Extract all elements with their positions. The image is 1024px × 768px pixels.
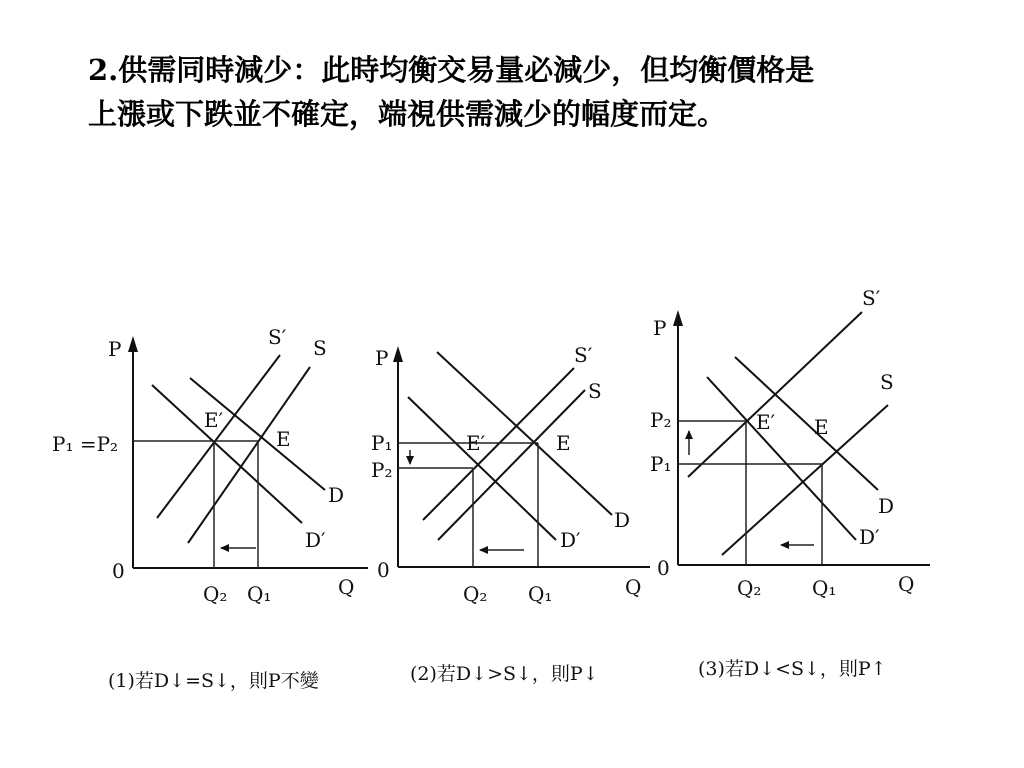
d-prime-label: D′ — [859, 525, 880, 549]
d-label: D — [328, 483, 345, 507]
s-prime-label: S′ — [268, 325, 287, 349]
panel-caption: (1)若D↓=S↓，則P不變 — [108, 670, 319, 692]
q2-label: Q₂ — [737, 576, 762, 600]
p1-label: P₁ — [371, 431, 393, 455]
e-prime-label: E′ — [204, 408, 224, 432]
p-axis-label: P — [375, 346, 389, 370]
p-axis-arrowhead — [393, 346, 403, 362]
d-prime-label: D′ — [560, 528, 581, 552]
e-label: E — [814, 415, 829, 439]
heading-line-2: 上漲或下跌並不確定，端視供需減少的幅度而定。 — [88, 97, 727, 131]
e-label: E — [276, 427, 291, 451]
q-axis-label: Q — [625, 575, 642, 599]
p-axis-arrowhead — [673, 310, 683, 326]
s-prime-label: S′ — [862, 286, 881, 310]
s-label: S — [313, 336, 327, 360]
p-axis-label: P — [108, 337, 122, 361]
s-label: S — [588, 379, 602, 403]
p1-label: P₁ — [650, 452, 672, 476]
q2-label: Q₂ — [463, 582, 488, 606]
s-prime-label: S′ — [574, 343, 593, 367]
q1-label: Q₁ — [528, 582, 553, 606]
e-label: E — [556, 431, 571, 455]
p-axis-arrowhead — [128, 336, 138, 352]
panel-1 — [52, 325, 368, 692]
panel-3 — [650, 286, 930, 680]
heading-line-1: 2.供需同時減少：此時均衡交易量必減少，但均衡價格是 — [88, 53, 815, 87]
panel-caption: (2)若D↓>S↓，則P↓ — [410, 663, 599, 685]
origin-label: 0 — [657, 556, 670, 580]
q-axis-label: Q — [898, 572, 915, 596]
q1-label: Q₁ — [812, 576, 837, 600]
e-prime-label: E′ — [466, 431, 486, 455]
d-label: D — [614, 508, 631, 532]
origin-label: 0 — [377, 558, 390, 582]
q2-label: Q₂ — [203, 582, 228, 606]
origin-label: 0 — [112, 559, 125, 583]
p2-label: P₂ — [650, 408, 672, 432]
panel-caption: (3)若D↓<S↓，則P↑ — [698, 658, 887, 680]
price-label: P₁ =P₂ — [52, 432, 119, 456]
supply-curve-s — [188, 367, 310, 543]
p2-label: P₂ — [371, 458, 393, 482]
panel-2 — [371, 343, 650, 685]
demand-curve-d-prime — [152, 385, 302, 523]
p-axis-label: P — [653, 316, 667, 340]
e-prime-label: E′ — [756, 410, 776, 434]
d-prime-label: D′ — [305, 528, 326, 552]
supply-curve-s — [438, 390, 585, 540]
q1-label: Q₁ — [247, 582, 272, 606]
supply-curve-s-prime — [423, 368, 574, 520]
d-label: D — [878, 494, 895, 518]
demand-curve-d — [437, 352, 612, 515]
s-label: S — [880, 370, 894, 394]
q-axis-label: Q — [338, 575, 355, 599]
